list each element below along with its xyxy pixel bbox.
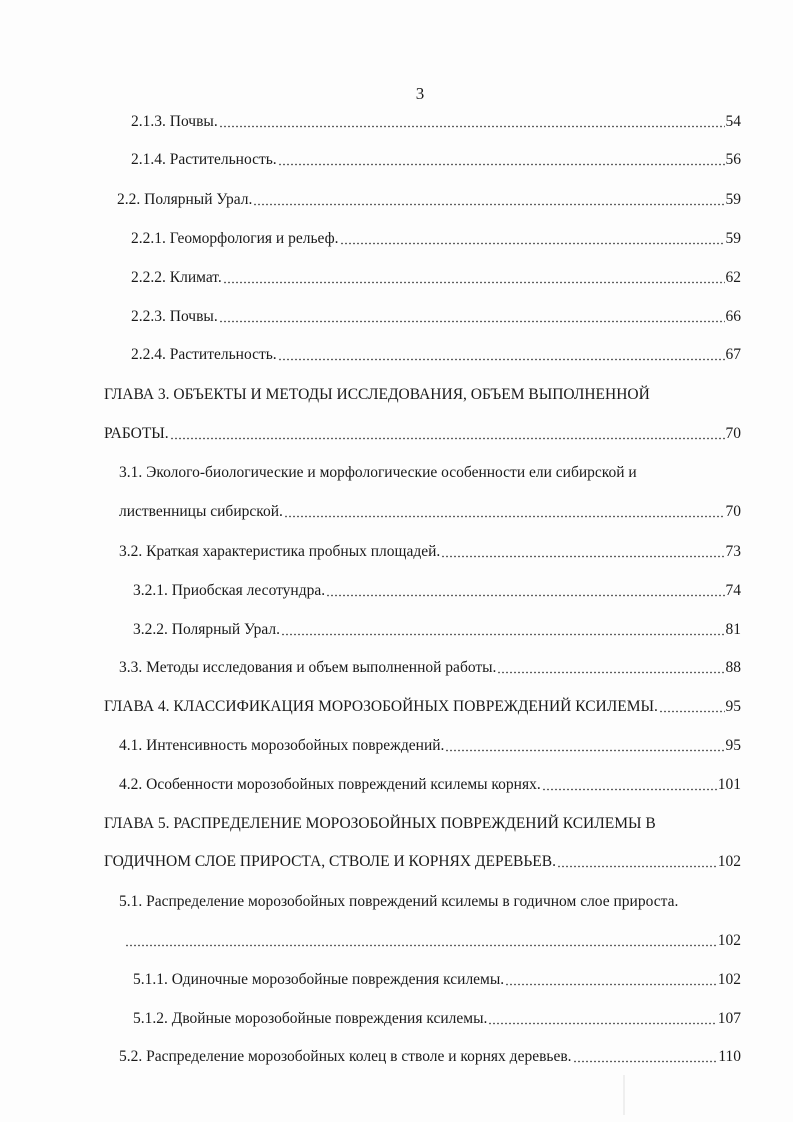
toc-entry-page: 74 bbox=[725, 582, 741, 599]
scan-artifact bbox=[623, 1075, 625, 1115]
dot-leader bbox=[340, 242, 725, 245]
toc-entry-page: 95 bbox=[725, 698, 741, 715]
toc-entry-label: 3.2.1. Приобская лесотундра. bbox=[133, 582, 326, 599]
toc-chapter-heading: ГЛАВА 5. РАСПРЕДЕЛЕНИЕ МОРОЗОБОЙНЫХ ПОВРЕЖДЕНИЙ КСИЛЕМЫ В bbox=[104, 815, 656, 832]
dot-leader bbox=[557, 865, 717, 868]
dot-leader bbox=[542, 788, 717, 791]
toc-entry bbox=[131, 268, 741, 288]
toc-entry bbox=[119, 542, 741, 562]
page-number: 3 bbox=[415, 84, 425, 103]
toc-entry-page: 101 bbox=[717, 776, 741, 793]
toc-entry-label: 2.1.4. Растительность. bbox=[131, 151, 277, 168]
toc-entry bbox=[124, 931, 741, 951]
dot-leader bbox=[488, 1022, 716, 1025]
toc-entry bbox=[117, 190, 741, 210]
toc-entry bbox=[131, 345, 741, 365]
toc-entry-page: 54 bbox=[725, 113, 741, 130]
toc-entry-page: 88 bbox=[725, 659, 741, 676]
toc-entry-page: 59 bbox=[725, 230, 741, 247]
toc-entry-page: 81 bbox=[725, 621, 741, 638]
toc-entry bbox=[131, 307, 741, 327]
toc-entry-first-line: 5.1. Распределение морозобойных повреждений ксилемы в годичном слое прироста. bbox=[119, 893, 679, 910]
dot-leader bbox=[278, 358, 725, 361]
dot-leader bbox=[445, 749, 724, 752]
toc-entry-page: 67 bbox=[725, 346, 741, 363]
toc-entry-label: 2.2.2. Климат. bbox=[131, 269, 222, 286]
dot-leader bbox=[170, 437, 725, 440]
toc-entry-label: 2.2.4. Растительность. bbox=[131, 346, 277, 363]
toc-entry-page: 102 bbox=[717, 932, 741, 949]
toc-entry bbox=[119, 502, 741, 522]
dot-leader bbox=[223, 281, 725, 284]
dot-leader bbox=[659, 710, 725, 713]
toc-entry-label: 5.1.2. Двойные морозобойные повреждения ксилемы. bbox=[133, 1010, 488, 1027]
toc-entry-label: РАБОТЫ. bbox=[104, 425, 169, 442]
toc-entry-label: 2.2.1. Геоморфология и рельеф. bbox=[131, 230, 339, 247]
toc-entry bbox=[119, 1047, 741, 1067]
dot-leader bbox=[284, 515, 725, 518]
toc-entry bbox=[133, 620, 741, 640]
toc-entry bbox=[133, 581, 741, 601]
toc-entry-label: 4.1. Интенсивность морозобойных повреждений. bbox=[119, 737, 445, 754]
toc-entry-page: 73 bbox=[725, 543, 741, 560]
dot-leader bbox=[253, 203, 724, 206]
dot-leader bbox=[219, 320, 725, 323]
toc-entry-label: 3.3. Методы исследования и объем выполненной работы. bbox=[119, 659, 497, 676]
dot-leader bbox=[497, 671, 724, 674]
toc-entry-label: 4.2. Особенности морозобойных повреждений ксилемы корнях. bbox=[119, 776, 541, 793]
toc-entry-page: 56 bbox=[725, 151, 741, 168]
toc-entry bbox=[119, 775, 741, 795]
toc-entry bbox=[133, 1009, 741, 1029]
toc-entry-label: 2.2.3. Почвы. bbox=[131, 308, 218, 325]
toc-entry bbox=[104, 424, 741, 444]
toc-entry bbox=[119, 658, 741, 678]
toc-entry-label: 2.2. Полярный Урал. bbox=[117, 191, 253, 208]
toc-entry bbox=[131, 112, 741, 132]
dot-leader bbox=[281, 633, 725, 636]
toc-entry-page: 62 bbox=[725, 269, 741, 286]
toc-entry bbox=[104, 697, 741, 717]
toc-entry-page: 107 bbox=[717, 1010, 741, 1027]
toc-entry-label: 5.1.1. Одиночные морозобойные повреждения ксилемы. bbox=[133, 971, 505, 988]
toc-entry-page: 102 bbox=[717, 853, 741, 870]
toc-entry-first-line: 3.1. Эколого-биологические и морфологические особенности ели сибирской и bbox=[119, 464, 637, 481]
dot-leader bbox=[278, 163, 725, 166]
toc-entry-page: 70 bbox=[725, 503, 741, 520]
toc-entry bbox=[133, 970, 741, 990]
toc-entry-page: 59 bbox=[725, 191, 741, 208]
toc-entry-label: 5.2. Распределение морозобойных колец в стволе и корнях деревьев. bbox=[119, 1048, 572, 1065]
toc-entry bbox=[104, 852, 741, 872]
dot-leader bbox=[326, 594, 724, 597]
toc-entry-page: 70 bbox=[725, 425, 741, 442]
toc-entry-label: ГОДИЧНОМ СЛОЕ ПРИРОСТА, СТВОЛЕ И КОРНЯХ ДЕРЕВЬЕВ. bbox=[104, 853, 556, 870]
toc-entry-page: 95 bbox=[725, 737, 741, 754]
dot-leader bbox=[125, 944, 717, 947]
toc-entry-page: 66 bbox=[725, 308, 741, 325]
toc-entry bbox=[131, 150, 741, 170]
toc-entry-label: 3.2.2. Полярный Урал. bbox=[133, 621, 280, 638]
toc-entry-label: ГЛАВА 4. КЛАССИФИКАЦИЯ МОРОЗОБОЙНЫХ ПОВРЕЖДЕНИЙ КСИЛЕМЫ. bbox=[104, 698, 658, 715]
dot-leader bbox=[573, 1060, 718, 1063]
dot-leader bbox=[219, 125, 725, 128]
toc-entry-label: лиственницы сибирской. bbox=[119, 503, 283, 520]
toc-entry-label: 2.1.3. Почвы. bbox=[131, 113, 218, 130]
dot-leader bbox=[441, 555, 724, 558]
toc-entry bbox=[119, 736, 741, 756]
dot-leader bbox=[505, 983, 717, 986]
toc-entry bbox=[131, 229, 741, 249]
toc-entry-page: 102 bbox=[717, 971, 741, 988]
toc-entry-page: 110 bbox=[718, 1048, 741, 1065]
toc-entry-label: 3.2. Краткая характеристика пробных площадей. bbox=[119, 543, 441, 560]
toc-chapter-heading: ГЛАВА 3. ОБЪЕКТЫ И МЕТОДЫ ИССЛЕДОВАНИЯ, ОБЪЕМ ВЫПОЛНЕННОЙ bbox=[104, 386, 650, 403]
